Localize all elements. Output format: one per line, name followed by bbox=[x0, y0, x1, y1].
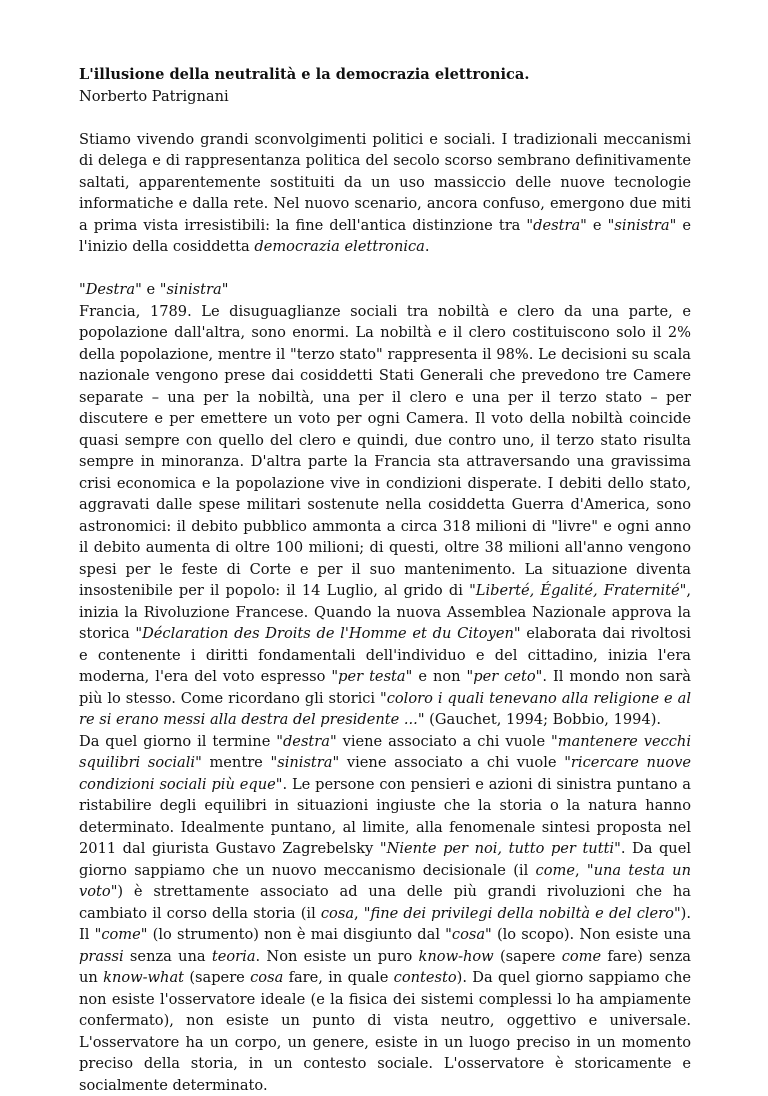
text-run: " e l'inizio della cosiddetta bbox=[79, 217, 691, 256]
text-run: " (Gauchet, 1994; Bobbio, 1994). bbox=[418, 711, 661, 728]
italic-text-run: come bbox=[536, 862, 575, 879]
text-run: ). Da quel giorno sappiamo che non esiste l'osservatore ideale (e la fisica dei sistemi complessi lo ha ampiamente confermato), non esiste un punto di vista neutro, oggettivo e universale. L'osservatore ha un corpo, un genere, esiste in un luogo preciso in un momento preciso della storia, in un contesto sociale. L'osservatore è storicamente e socialmente determinato. bbox=[79, 969, 691, 1094]
italic-text-run: cosa bbox=[452, 926, 485, 943]
text-run: ") è strettamente associato ad una delle più grandi rivoluzioni che ha cambiato il corso della storia (il bbox=[79, 883, 691, 922]
italic-text-run: ricercare nuove condizioni sociali più eque bbox=[79, 754, 691, 793]
text-run: " e " bbox=[135, 281, 166, 298]
italic-text-run: contesto bbox=[394, 969, 457, 986]
italic-text-run: Niente per noi, tutto per tutti bbox=[387, 840, 615, 857]
text-run: " bbox=[79, 281, 86, 298]
text-run: " (lo strumento) non è mai disgiunto dal " bbox=[141, 926, 452, 943]
italic-text-run: come bbox=[562, 948, 601, 965]
text-run: "). Il " bbox=[79, 905, 691, 944]
history-paragraph bbox=[79, 301, 691, 731]
italic-text-run: destra bbox=[283, 733, 330, 750]
text-run: (sapere bbox=[184, 969, 250, 986]
document-title: L'illusione della neutralità e la democrazia elettronica. bbox=[79, 64, 691, 86]
document-page bbox=[79, 64, 691, 1096]
italic-text-run: Liberté, Égalité, Fraternité bbox=[476, 582, 680, 599]
text-run: " e non " bbox=[406, 668, 474, 685]
text-run: " elaborata dai rivoltosi e contenente i diritti fondamentali dell'individuo e del cittadino, inizia l'era moderna, l'era del voto espresso " bbox=[79, 625, 691, 685]
text-run: " e " bbox=[580, 217, 614, 234]
text-run: senza una bbox=[124, 948, 212, 965]
intro-paragraph bbox=[79, 129, 691, 258]
text-run: . bbox=[425, 238, 430, 255]
text-run: " viene associato a chi vuole " bbox=[332, 754, 570, 771]
italic-text-run: coloro i quali tenevano alla religione e al re si erano messi alla destra del presidente ... bbox=[79, 690, 691, 729]
text-run: Da quel giorno il termine " bbox=[79, 733, 283, 750]
text-run: fare, in quale bbox=[283, 969, 393, 986]
italic-text-run: sinistra bbox=[277, 754, 332, 771]
text-run: " mentre " bbox=[195, 754, 277, 771]
text-run: , " bbox=[354, 905, 370, 922]
text-run: ". Da quel giorno sappiamo che un nuovo meccanismo decisionale (il bbox=[79, 840, 691, 879]
italic-text-run: know-what bbox=[103, 969, 184, 986]
italic-text-run: sinistra bbox=[614, 217, 669, 234]
italic-text-run: democrazia elettronica bbox=[254, 238, 425, 255]
text-run: " viene associato a chi vuole " bbox=[330, 733, 558, 750]
text-run: ", inizia la Rivoluzione Francese. Quando la nuova Assemblea Nazionale approva la storica " bbox=[79, 582, 691, 642]
italic-text-run: destra bbox=[533, 217, 580, 234]
italic-text-run: per testa bbox=[338, 668, 406, 685]
text-run: , " bbox=[575, 862, 594, 879]
italic-text-run: mantenere vecchi squilibri sociali bbox=[79, 733, 691, 772]
text-run: " bbox=[222, 281, 229, 298]
meaning-paragraph bbox=[79, 731, 691, 1096]
text-run: ". Il mondo non sarà più lo stesso. Come ricordano gli storici " bbox=[79, 668, 691, 707]
text-run: " (lo scopo). Non esiste una bbox=[485, 926, 691, 943]
document-author: Norberto Patrignani bbox=[79, 86, 691, 108]
italic-text-run: know-how bbox=[419, 948, 494, 965]
text-run: . Non esiste un puro bbox=[256, 948, 419, 965]
text-run: Francia, 1789. Le disuguaglianze sociali tra nobiltà e clero da una parte, e popolazione dall'altra, sono enormi. La nobiltà e il clero costituiscono solo il 2% della popolazione, mentre il "terzo stato" rappresenta il 98%. Le decisioni su scala nazionale vengono prese dai cosiddetti Stati Generali che prevedono tre Camere separate – una per la nobiltà, una per il clero e una per il terzo stato – per discutere e per emettere un voto per ogni Camera. Il voto della nobiltà coincide quasi sempre con quello del clero e quindi, due contro uno, il terzo stato risulta sempre in minoranza. D'altra parte la Francia sta attraversando una gravissima crisi economica e la popolazione vive in condizioni disperate. I debiti dello stato, aggravati dalle spese militari sostenute nella cosiddetta Guerra d'America, sono astronomici: il debito pubblico ammonta a circa 318 milioni di "livre" e ogni anno il debito aumenta di oltre 100 milioni; di questi, oltre 38 milioni all'anno vengono spesi per le feste di Corte e per il suo mantenimento. La situazione diventa insostenibile per il popolo: il 14 Luglio, al grido di " bbox=[79, 303, 691, 600]
paragraph-gap bbox=[79, 258, 691, 280]
text-run: Stiamo vivendo grandi sconvolgimenti politici e sociali. I tradizionali meccanismi di delega e di rappresentanza politica del secolo scorso sembrano definitivamente saltati, apparentemente sostituiti da un uso massiccio delle nuove tecnologie informatiche e dalla rete. Nel nuovo scenario, ancora confuso, emergono due miti a prima vista irresistibili: la fine dell'antica distinzione tra " bbox=[79, 131, 691, 234]
section-heading bbox=[79, 279, 691, 301]
italic-text-run: Destra bbox=[86, 281, 135, 298]
italic-text-run: fine dei privilegi della nobiltà e del clero bbox=[371, 905, 674, 922]
italic-text-run: cosa bbox=[321, 905, 354, 922]
italic-text-run: Déclaration des Droits de l'Homme et du Citoyen bbox=[142, 625, 514, 642]
text-run: ". Le persone con pensieri e azioni di sinistra puntano a ristabilire degli equilibri in situazioni ingiuste che la storia o la natura hanno determinato. Idealmente puntano, al limite, alla fenomenale sintesi proposta nel 2011 dal giurista Gustavo Zagrebelsky " bbox=[79, 776, 691, 858]
text-run: fare) senza un bbox=[79, 948, 691, 987]
italic-text-run: cosa bbox=[250, 969, 283, 986]
italic-text-run: sinistra bbox=[166, 281, 221, 298]
italic-text-run: una testa un voto bbox=[79, 862, 691, 901]
italic-text-run: come bbox=[101, 926, 140, 943]
text-run: (sapere bbox=[494, 948, 562, 965]
italic-text-run: teoria bbox=[212, 948, 256, 965]
italic-text-run: per ceto bbox=[473, 668, 535, 685]
italic-text-run: prassi bbox=[79, 948, 124, 965]
